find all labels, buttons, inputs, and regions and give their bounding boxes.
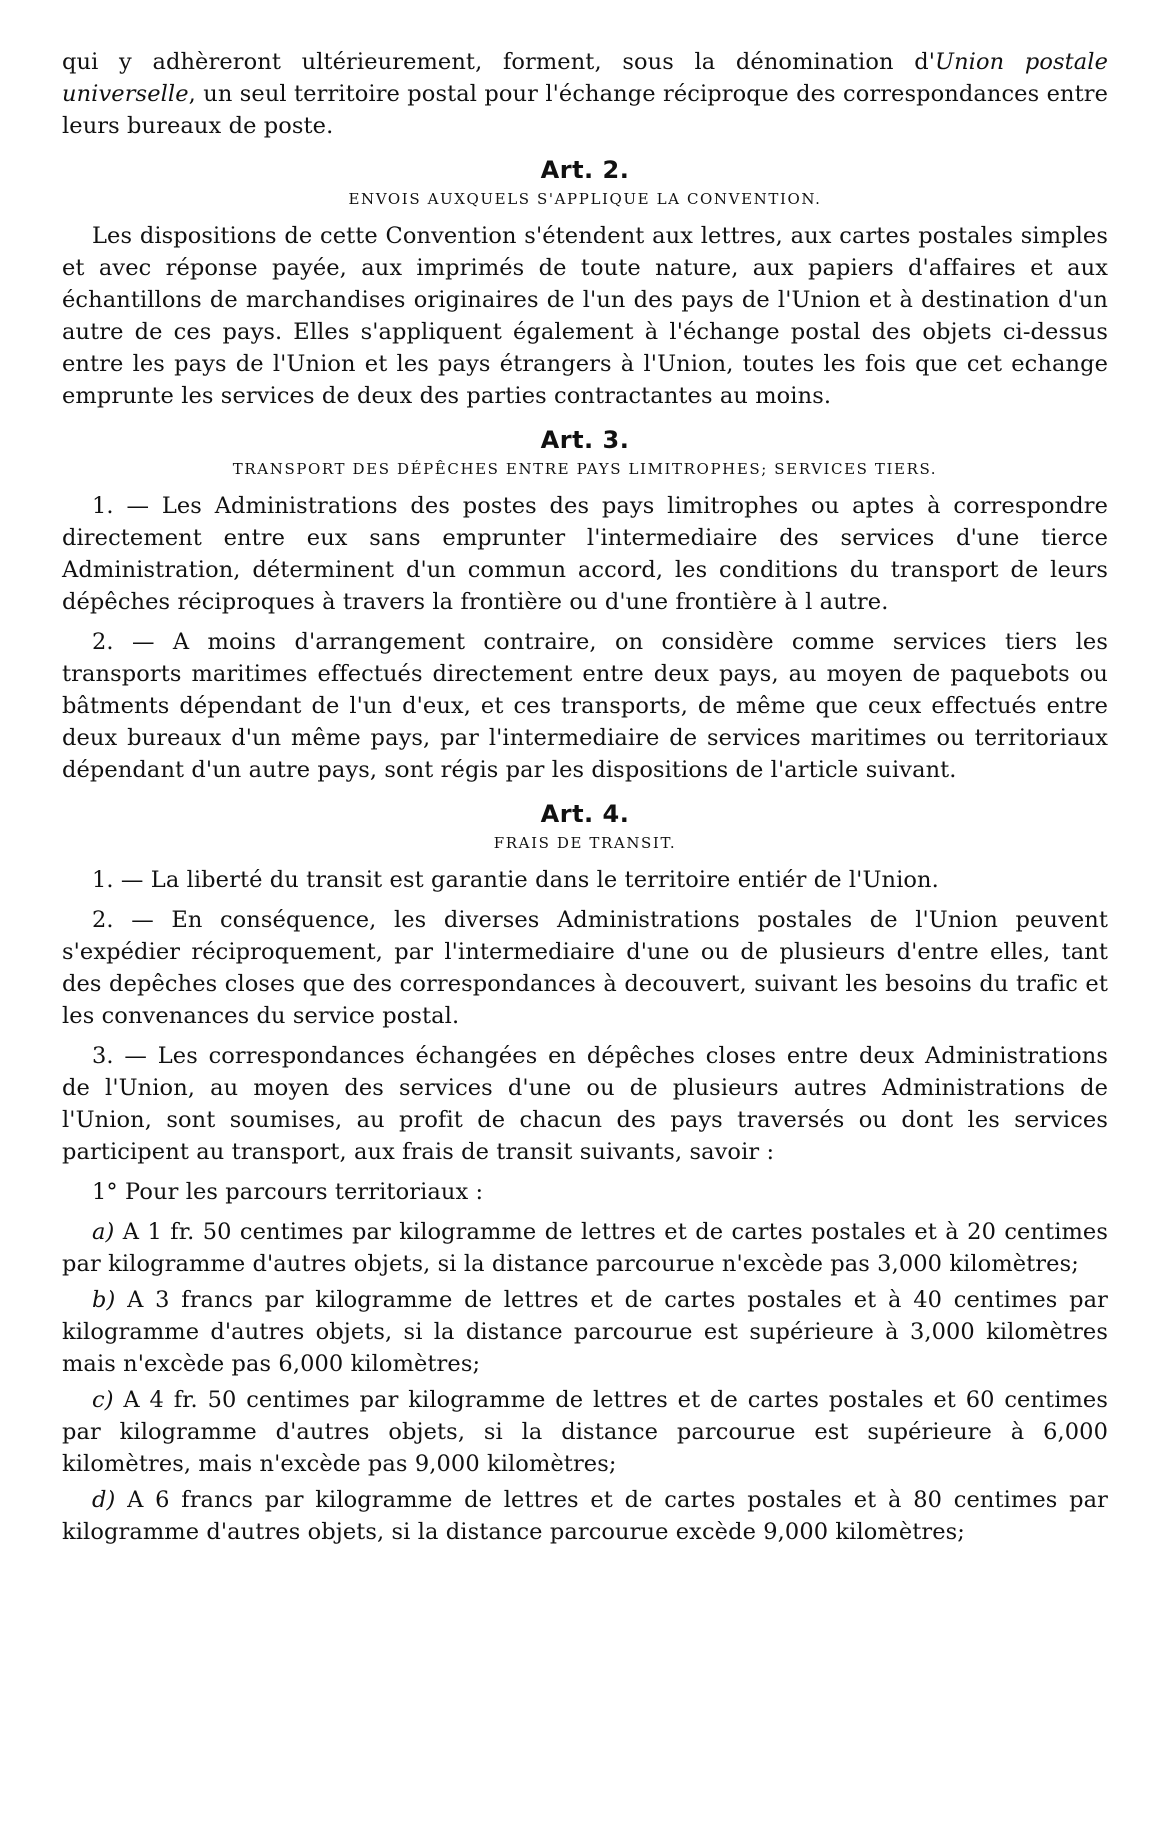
article-4-paragraph-3: 3. — Les correspondances échangées en dépêches closes entre deux Administrations de l'Union, au moyen des services d'une ou de plusieurs autres Administrations de l'Union, sont soumises, au profit de chacun des pays traversés ou dont les services participent au transport, aux frais de transit suivants, savoir : [62, 1043, 1108, 1165]
item-a-text: A 1 fr. 50 centimes par kilogramme de lettres et de cartes postales et à 20 centimes par kilogramme d'autres objets, si la distance parcourue n'excède pas 3,000 kilomètres; [62, 1219, 1108, 1277]
intro-text-end: , un seul territoire postal pour l'échange réciproque des correspondances entre leurs bureaux de poste. [62, 81, 1108, 139]
intro-emphasis: Union postale universelle [62, 49, 1108, 107]
article-4-paragraph-2: 2. — En conséquence, les diverses Administrations postales de l'Union peuvent s'expédier réciproquement, par l'intermediaire d'une ou de plusieurs d'entre elles, tant des depêches closes que des correspondances à decouvert, suivant les besoins du trafic et les convenances du service postal. [62, 907, 1108, 1029]
article-4-item-c [62, 1384, 1108, 1480]
intro-text-start: qui y adhèreront ultérieurement, forment, sous la dénomination d' [62, 49, 936, 75]
article-2-title: Art. 2. [540, 156, 630, 184]
article-2-subtitle: ENVOIS AUXQUELS S'APPLIQUE LA CONVENTION. [348, 190, 822, 208]
intro-paragraph [62, 46, 1108, 142]
item-d-label: d) [92, 1487, 116, 1513]
article-3-subtitle: TRANSPORT DES DÉPÊCHES ENTRE PAYS LIMITROPHES; SERVICES TIERS. [232, 460, 938, 478]
item-b-text: A 3 francs par kilogramme de lettres et de cartes postales et à 40 centimes par kilogramme d'autres objets, si la distance parcourue est supérieure à 3,000 kilomètres mais n'excède pas 6,000 kilomètres; [62, 1287, 1108, 1377]
article-4-subtitle: FRAIS DE TRANSIT. [493, 834, 677, 852]
item-a-label: a) [92, 1219, 115, 1245]
article-3-paragraph-2: 2. — A moins d'arrangement contraire, on considère comme services tiers les transports maritimes effectués directement entre deux pays, au moyen de paquebots ou bâtments dépendant de l'un d'eux, et ces transports, de même que ceux effectués entre deux bureaux d'un même pays, par l'intermediaire de services maritimes ou territoriaux dépendant d'un autre pays, sont régis par les dispositions de l'article suivant. [62, 629, 1108, 783]
article-2-paragraph: Les dispositions de cette Convention s'étendent aux lettres, aux cartes postales simples et avec réponse payée, aux imprimés de toute nature, aux papiers d'affaires et aux échantillons de marchandises originaires de l'un des pays de l'Union et à destination d'un autre de ces pays. Elles s'appliquent également à l'échange postal des objets ci-dessus entre les pays de l'Union et les pays étrangers à l'Union, toutes les fois que cet echange emprunte les services de deux des parties contractantes au moins. [62, 223, 1108, 409]
article-4-title: Art. 4. [540, 800, 630, 828]
article-3-paragraph-1: 1. — Les Administrations des postes des pays limitrophes ou aptes à correspondre directement entre eux sans emprunter l'intermediaire des services d'une tierce Administration, déterminent d'un commun accord, les conditions du transport de leurs dépêches réciproques à travers la frontière ou d'une frontière à l autre. [62, 493, 1108, 615]
item-d-text: A 6 francs par kilogramme de lettres et de cartes postales et à 80 centimes par kilogramme d'autres objets, si la distance parcourue excède 9,000 kilomètres; [62, 1487, 1108, 1545]
article-3-title: Art. 3. [540, 426, 630, 454]
item-c-text: A 4 fr. 50 centimes par kilogramme de lettres et de cartes postales et 60 centimes par kilogramme d'autres objets, si la distance parcourue est supérieure à 6,000 kilomètres, mais n'excède pas 9,000 kilomètres; [62, 1387, 1108, 1477]
article-4-paragraph-1: 1. — La liberté du transit est garantie dans le territoire entiér de l'Union. [92, 867, 939, 893]
article-4-paragraph-4: 1° Pour les parcours territoriaux : [92, 1179, 484, 1205]
article-4-item-a [62, 1216, 1108, 1280]
item-c-label: c) [92, 1387, 114, 1413]
item-b-label: b) [92, 1287, 116, 1313]
article-4-item-d [62, 1484, 1108, 1548]
article-4-item-b [62, 1284, 1108, 1380]
